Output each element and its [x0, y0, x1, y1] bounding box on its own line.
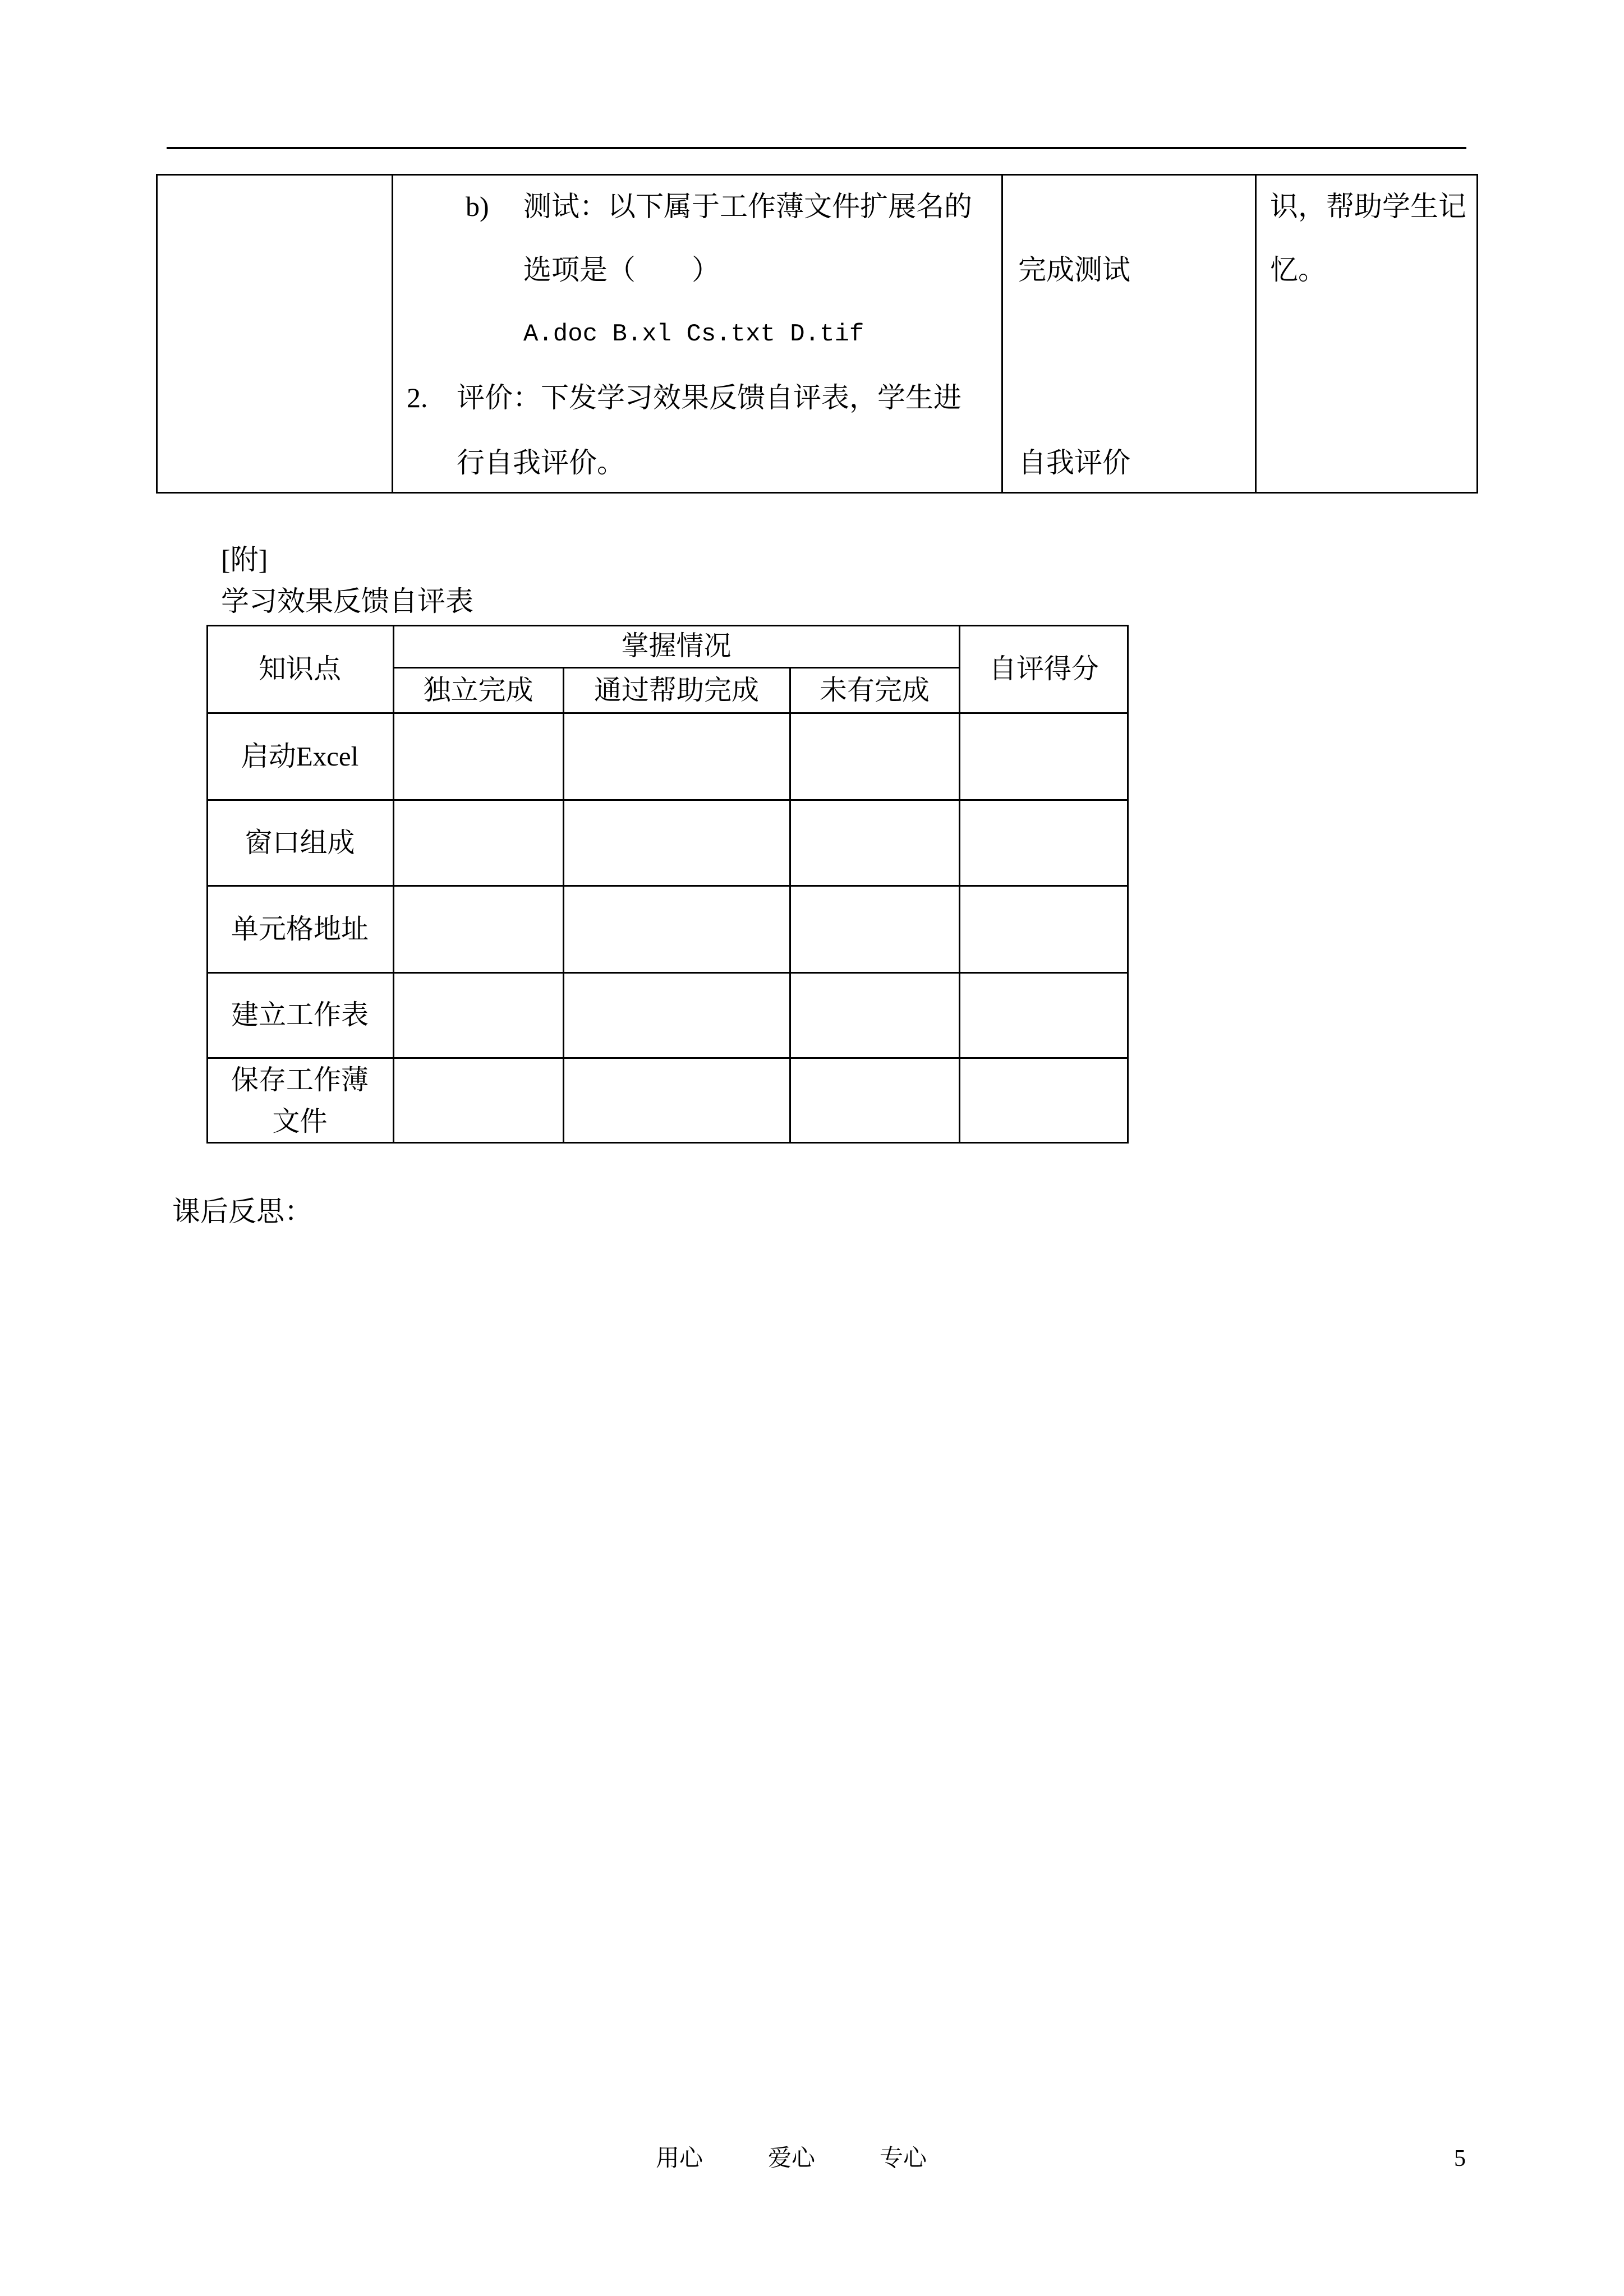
- student-activity-test: 完成测试: [1018, 254, 1130, 285]
- lesson-table-divider: [1255, 174, 1257, 494]
- header-independent-label: 独立完成: [423, 674, 533, 706]
- header-not-completed: [790, 667, 959, 713]
- header-with-help-label: 通过帮助完成: [594, 674, 759, 706]
- table-rule: [563, 667, 564, 1144]
- knowledge-point-label: 保存工作薄: [231, 1064, 369, 1095]
- reflection-label: 课后反思：: [172, 1196, 312, 1227]
- header-mastery: [393, 625, 959, 667]
- knowledge-point-label: 单元格地址: [231, 913, 369, 944]
- item-b-marker: b): [466, 191, 489, 222]
- feedback-table-title: 学习效果反馈自评表: [221, 585, 473, 617]
- item-2-text-cont: 行自我评价。: [457, 447, 625, 478]
- design-intent-line: 识，帮助学生记: [1270, 191, 1466, 222]
- footer-motto-item: 用心: [656, 2146, 703, 2171]
- table-rule: [789, 667, 791, 1144]
- design-intent-line: 忆。: [1270, 254, 1326, 285]
- header-with-help: [563, 667, 790, 713]
- header-self-score-label: 自评得分: [988, 653, 1099, 684]
- appendix-label: [附]: [221, 544, 268, 575]
- footer-motto-item: 爱心: [768, 2146, 816, 2171]
- table-row-knowledge-point: [206, 800, 393, 886]
- knowledge-point-label: 启动Excel: [241, 740, 359, 772]
- header-independent: [393, 667, 563, 713]
- student-activity-self-eval: 自我评价: [1018, 447, 1130, 478]
- header-mastery-label: 掌握情况: [621, 630, 732, 661]
- item-2-text: 评价：下发学习效果反馈自评表，学生进: [457, 382, 961, 413]
- item-b-options: A.doc B.xl Cs.txt D.tif: [523, 320, 864, 348]
- knowledge-point-label: 窗口组成: [245, 827, 355, 858]
- footer-motto-item: 专心: [880, 2146, 927, 2171]
- item-b-question: 测试：以下属于工作薄文件扩展名的: [523, 191, 972, 222]
- header-rule: [167, 147, 1466, 149]
- item-2-marker: 2.: [407, 382, 428, 413]
- header-knowledge-point: [206, 625, 393, 713]
- table-row-knowledge-point: [206, 886, 393, 972]
- lesson-table-divider: [1001, 174, 1003, 494]
- knowledge-point-label: 建立工作表: [231, 999, 369, 1030]
- knowledge-point-label-cont: 文件: [272, 1105, 328, 1137]
- header-self-score: [959, 625, 1129, 713]
- lesson-table-divider: [392, 174, 393, 494]
- table-row-knowledge-point: [206, 972, 393, 1058]
- header-not-completed-label: 未有完成: [819, 674, 930, 706]
- table-row-knowledge-point: [206, 1058, 393, 1144]
- header-knowledge-point-label: 知识点: [258, 653, 341, 684]
- table-row-knowledge-point: [206, 713, 393, 800]
- item-b-question-cont: 选项是（ ）: [523, 254, 720, 285]
- page-number: 5: [1454, 2146, 1466, 2171]
